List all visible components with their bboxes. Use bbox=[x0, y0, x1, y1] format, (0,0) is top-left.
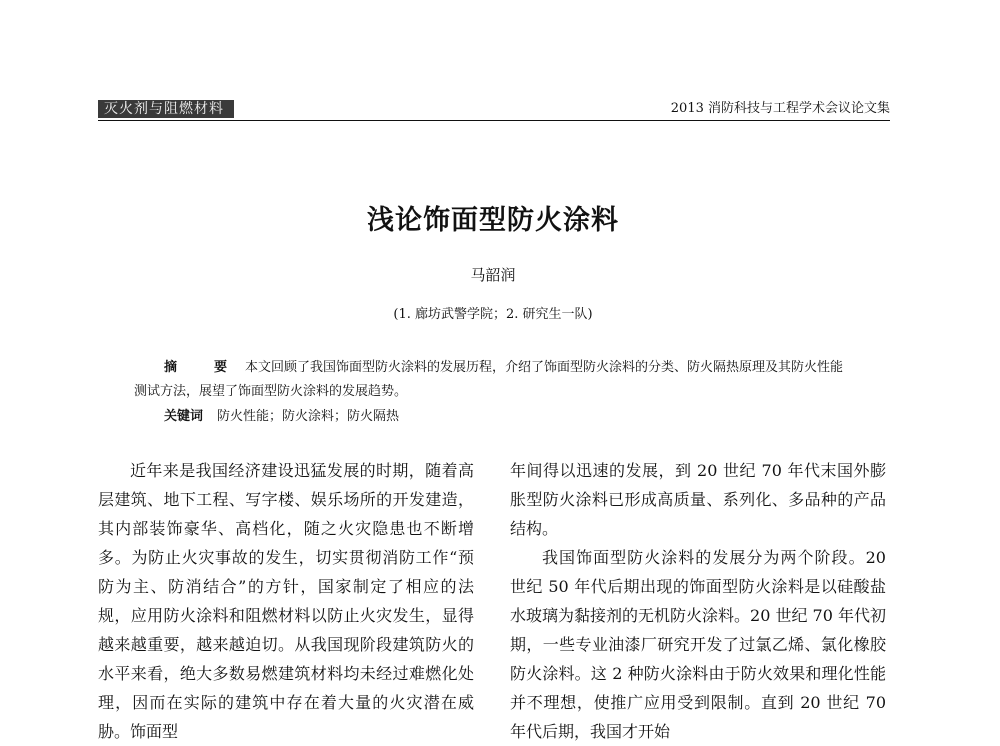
body-column-left bbox=[98, 456, 474, 746]
paragraph: 我国饰面型防火涂料的发展分为两个阶段。20 世纪 50 年代后期出现的饰面型防火涂料是以硅酸盐水玻璃为黏接剂的无机防火涂料。20 世纪 70 年代初期，一些专业油漆厂研究开发了过氯乙烯、氯化橡胶防火涂料。这 2 种防火涂料由于防火效果和理化性能并不理想，使推广应用受到限制。直到 20 世纪 70 年代后期，我国才开始 bbox=[510, 548, 886, 741]
header-rule bbox=[98, 120, 890, 121]
body-column-right bbox=[510, 456, 886, 746]
paragraph: 近年来是我国经济建设迅猛发展的时期，随着高层建筑、地下工程、写字楼、娱乐场所的开发建造，其内部装饰豪华、高档化，随之火灾隐患也不断增多。为防止火灾事故的发生，切实贯彻消防工作“预防为主、防消结合”的方针，国家制定了相应的法规，应用防火涂料和阻燃材料以防止火灾发生，显得越来越重要，越来越迫切。从我国现阶段建筑防火的水平来看，绝大多数易燃建筑材料均未经过难燃化处理，因而在实际的建筑中存在着大量的火灾潜在威胁。饰面型 bbox=[98, 461, 474, 741]
keywords-label: 关键词 bbox=[164, 409, 204, 424]
affiliation: (1. 廊坊武警学院；2. 研究生一队) bbox=[393, 307, 593, 322]
author-name: 马韶润 bbox=[470, 266, 516, 284]
abstract-text: 本文回顾了我国饰面型防火涂料的发展历程，介绍了饰面型防火涂料的分类、防火隔热原理及其防火性能测试方法，展望了饰面型防火涂料的发展趋势。 bbox=[134, 360, 844, 399]
section-tag: 灭火剂与阻燃材料 bbox=[98, 100, 234, 118]
proceedings-title: 2013 消防科技与工程学术会议论文集 bbox=[670, 101, 890, 116]
paragraph: 年间得以迅速的发展，到 20 世纪 70 年代末国外膨胀型防火涂料已形成高质量、系列化、多品种的产品结构。 bbox=[510, 461, 886, 538]
keywords bbox=[164, 405, 399, 429]
paper-title: 浅论饰面型防火涂料 bbox=[367, 205, 619, 236]
abstract-label: 摘 要 bbox=[164, 360, 240, 375]
abstract bbox=[134, 356, 854, 404]
keywords-text: 防火性能；防火涂料；防火隔热 bbox=[217, 409, 400, 424]
